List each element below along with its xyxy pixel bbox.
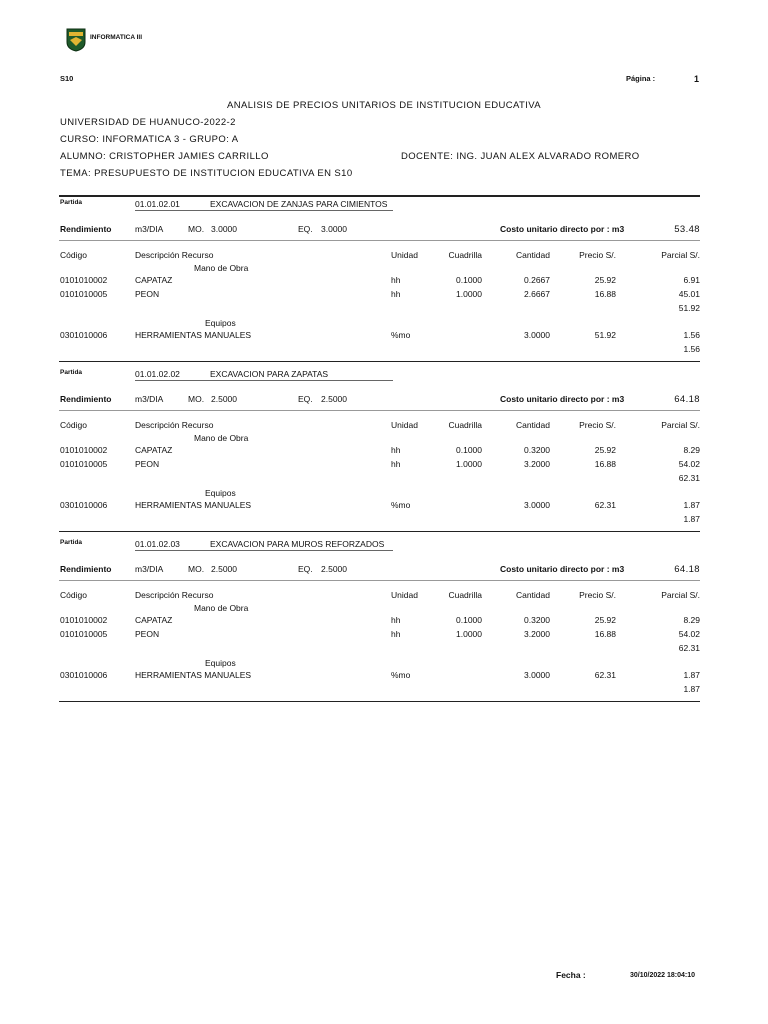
labor-cuadrilla: 0.1000 (456, 275, 482, 285)
col-descripcion: Descripción Recurso (135, 250, 214, 260)
labor-parcial: 6.91 (683, 275, 700, 285)
col-codigo: Código (60, 420, 87, 430)
university-logo (66, 28, 86, 52)
col-descripcion: Descripción Recurso (135, 590, 214, 600)
labor-descripcion: CAPATAZ (135, 615, 173, 625)
labor-total: 62.31 (678, 643, 700, 653)
university-line: UNIVERSIDAD DE HUANUCO-2022-2 (60, 117, 236, 128)
col-codigo: Código (60, 250, 87, 260)
col-cantidad: Cantidad (515, 250, 550, 260)
col-precio: Precio S/. (579, 420, 616, 430)
labor-parcial: 45.01 (678, 289, 700, 299)
equip-unidad: %mo (391, 330, 411, 340)
equip-descripcion: HERRAMIENTAS MANUALES (135, 670, 252, 680)
equip-codigo: 0301010006 (60, 670, 108, 680)
labor-cuadrilla: 1.0000 (456, 289, 482, 299)
unit-cost-value: 53.48 (674, 224, 700, 235)
costo-label: Costo unitario directo por : m3 (500, 564, 625, 574)
partida-underline (135, 550, 393, 551)
partida-code: 01.01.02.01 (135, 199, 180, 209)
labor-cantidad: 3.2000 (524, 629, 550, 639)
mo-value: 3.0000 (211, 224, 237, 234)
labor-precio: 25.92 (594, 445, 616, 455)
col-parcial: Parcial S/. (661, 250, 700, 260)
labor-unidad: hh (391, 445, 401, 455)
col-cuadrilla: Cuadrilla (448, 250, 482, 260)
labor-precio: 16.88 (594, 459, 616, 469)
labor-precio: 16.88 (594, 289, 616, 299)
col-descripcion: Descripción Recurso (135, 420, 214, 430)
partida-label: Partida (60, 199, 83, 206)
partida-label: Partida (60, 369, 83, 376)
rendimiento-label: Rendimiento (60, 394, 112, 404)
col-parcial: Parcial S/. (661, 590, 700, 600)
page-number: 1 (694, 74, 700, 84)
equip-unidad: %mo (391, 500, 411, 510)
partida-divider (59, 361, 700, 362)
equip-precio: 62.31 (594, 500, 616, 510)
partida-name: EXCAVACION PARA MUROS REFORZADOS (210, 539, 385, 549)
equip-total: 1.87 (683, 514, 700, 524)
equip-cantidad: 3.0000 (524, 500, 550, 510)
mo-label: MO. (188, 224, 205, 234)
labor-precio: 25.92 (594, 615, 616, 625)
labor-descripcion: PEON (135, 629, 160, 639)
labor-total: 51.92 (678, 303, 700, 313)
equipos-heading: Equipos (205, 488, 236, 498)
partida-name: EXCAVACION DE ZANJAS PARA CIMIENTOS (210, 199, 388, 209)
labor-cuadrilla: 1.0000 (456, 629, 482, 639)
labor-parcial: 8.29 (683, 615, 700, 625)
labor-unidad: hh (391, 629, 401, 639)
labor-parcial: 54.02 (678, 629, 700, 639)
mano-obra-heading: Mano de Obra (194, 433, 249, 443)
col-cantidad: Cantidad (515, 420, 550, 430)
report-title: ANALISIS DE PRECIOS UNITARIOS DE INSTITUCION EDUCATIVA (226, 100, 542, 111)
rendimiento-divider (59, 240, 700, 241)
partida-code: 01.01.02.03 (135, 539, 180, 549)
labor-codigo: 0101010005 (60, 629, 108, 639)
mo-value: 2.5000 (211, 564, 237, 574)
rendimiento-unit: m3/DIA (135, 394, 164, 404)
col-unidad: Unidad (391, 250, 418, 260)
labor-precio: 16.88 (594, 629, 616, 639)
labor-descripcion: PEON (135, 459, 160, 469)
labor-parcial: 8.29 (683, 445, 700, 455)
col-precio: Precio S/. (579, 590, 616, 600)
eq-label: EQ. (298, 394, 313, 404)
labor-unidad: hh (391, 275, 401, 285)
equip-precio: 62.31 (594, 670, 616, 680)
equipos-heading: Equipos (205, 318, 236, 328)
rendimiento-label: Rendimiento (60, 564, 112, 574)
costo-label: Costo unitario directo por : m3 (500, 224, 625, 234)
labor-cantidad: 2.6667 (524, 289, 550, 299)
equip-cantidad: 3.0000 (524, 330, 550, 340)
labor-codigo: 0101010005 (60, 459, 108, 469)
col-unidad: Unidad (391, 590, 418, 600)
student-line: ALUMNO: CRISTOPHER JAMIES CARRILLO (60, 151, 269, 162)
logo-text: INFORMATICA III (90, 34, 142, 41)
unit-cost-value: 64.18 (674, 564, 700, 575)
equip-parcial: 1.87 (683, 670, 700, 680)
rendimiento-divider (59, 410, 700, 411)
partida-divider (59, 531, 700, 532)
equip-descripcion: HERRAMIENTAS MANUALES (135, 500, 252, 510)
rendimiento-divider (59, 580, 700, 581)
col-unidad: Unidad (391, 420, 418, 430)
mo-value: 2.5000 (211, 394, 237, 404)
teacher-line: DOCENTE: ING. JUAN ALEX ALVARADO ROMERO (401, 151, 640, 162)
labor-cuadrilla: 1.0000 (456, 459, 482, 469)
labor-cuadrilla: 0.1000 (456, 445, 482, 455)
eq-label: EQ. (298, 564, 313, 574)
labor-total: 62.31 (678, 473, 700, 483)
eq-value: 2.5000 (321, 564, 347, 574)
labor-parcial: 54.02 (678, 459, 700, 469)
col-cuadrilla: Cuadrilla (448, 590, 482, 600)
topic-line: TEMA: PRESUPUESTO DE INSTITUCION EDUCATIVA EN S10 (60, 168, 353, 179)
labor-cantidad: 0.3200 (524, 615, 550, 625)
rendimiento-unit: m3/DIA (135, 564, 164, 574)
equip-codigo: 0301010006 (60, 330, 108, 340)
partida-code: 01.01.02.02 (135, 369, 180, 379)
equip-precio: 51.92 (594, 330, 616, 340)
labor-cantidad: 0.2667 (524, 275, 550, 285)
partida-label: Partida (60, 539, 83, 546)
header-divider (59, 195, 700, 197)
labor-codigo: 0101010002 (60, 445, 108, 455)
equipos-heading: Equipos (205, 658, 236, 668)
partida-name: EXCAVACION PARA ZAPATAS (210, 369, 329, 379)
mano-obra-heading: Mano de Obra (194, 603, 249, 613)
mano-obra-heading: Mano de Obra (194, 263, 249, 273)
labor-precio: 25.92 (594, 275, 616, 285)
labor-unidad: hh (391, 459, 401, 469)
rendimiento-label: Rendimiento (60, 224, 112, 234)
unit-cost-value: 64.18 (674, 394, 700, 405)
labor-cantidad: 3.2000 (524, 459, 550, 469)
partida-underline (135, 210, 393, 211)
eq-label: EQ. (298, 224, 313, 234)
labor-cantidad: 0.3200 (524, 445, 550, 455)
col-precio: Precio S/. (579, 250, 616, 260)
system-label: S10 (60, 74, 74, 83)
labor-descripcion: CAPATAZ (135, 445, 173, 455)
course-line: CURSO: INFORMATICA 3 - GRUPO: A (60, 134, 239, 145)
col-cuadrilla: Cuadrilla (448, 420, 482, 430)
mo-label: MO. (188, 394, 205, 404)
labor-unidad: hh (391, 289, 401, 299)
equip-total: 1.56 (683, 344, 700, 354)
labor-unidad: hh (391, 615, 401, 625)
partida-underline (135, 380, 393, 381)
equip-cantidad: 3.0000 (524, 670, 550, 680)
partida-divider (59, 701, 700, 702)
fecha-value: 30/10/2022 18:04:10 (630, 972, 695, 979)
labor-descripcion: PEON (135, 289, 160, 299)
col-cantidad: Cantidad (515, 590, 550, 600)
equip-total: 1.87 (683, 684, 700, 694)
labor-descripcion: CAPATAZ (135, 275, 173, 285)
equip-descripcion: HERRAMIENTAS MANUALES (135, 330, 252, 340)
equip-unidad: %mo (391, 670, 411, 680)
equip-parcial: 1.87 (683, 500, 700, 510)
eq-value: 2.5000 (321, 394, 347, 404)
mo-label: MO. (188, 564, 205, 574)
labor-codigo: 0101010002 (60, 615, 108, 625)
col-codigo: Código (60, 590, 87, 600)
equip-codigo: 0301010006 (60, 500, 108, 510)
labor-codigo: 0101010005 (60, 289, 108, 299)
labor-codigo: 0101010002 (60, 275, 108, 285)
equip-parcial: 1.56 (683, 330, 700, 340)
labor-cuadrilla: 0.1000 (456, 615, 482, 625)
rendimiento-unit: m3/DIA (135, 224, 164, 234)
costo-label: Costo unitario directo por : m3 (500, 394, 625, 404)
col-parcial: Parcial S/. (661, 420, 700, 430)
eq-value: 3.0000 (321, 224, 347, 234)
fecha-label: Fecha : (556, 970, 586, 980)
page-label: Página : (626, 74, 656, 83)
